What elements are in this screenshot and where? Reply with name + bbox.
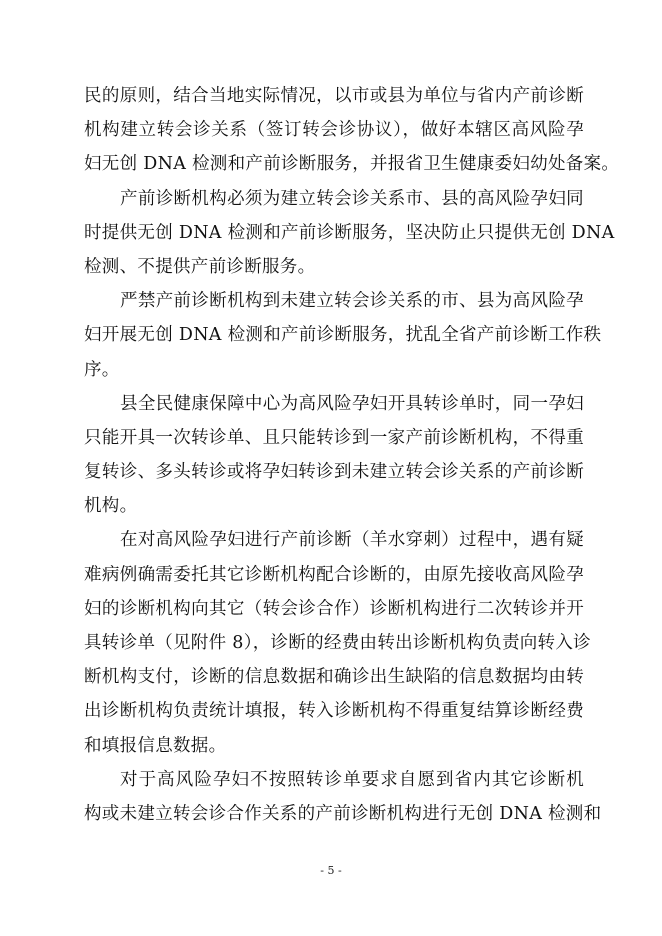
paragraph	[84, 79, 620, 182]
text-line: 断机构支付，诊断的信息数据和确诊出生缺陷的信息数据均由转	[84, 667, 584, 688]
text-line: 机构建立转会诊关系（签订转会诊协议），做好本辖区高风险孕	[84, 120, 584, 141]
document-body	[84, 79, 620, 831]
text-line: 构或未建立转会诊合作关系的产前诊断机构进行无创 DNA 检测和	[84, 803, 602, 824]
text-line: 难病例确需委托其它诊断机构配合诊断的，由原先接收高风险孕	[84, 564, 584, 585]
paragraph	[84, 182, 615, 285]
text-line: 和填报信息数据。	[84, 735, 227, 756]
text-line: 严禁产前诊断机构到未建立转会诊关系的市、县为高风险孕	[120, 291, 584, 312]
text-line: 妇开展无创 DNA 检测和产前诊断服务，扰乱全省产前诊断工作秩	[84, 325, 602, 346]
text-line: 县全民健康保障中心为高风险孕妇开具转诊单时，同一孕妇	[120, 393, 584, 414]
text-line: 序。	[84, 359, 120, 380]
paragraph	[84, 284, 602, 387]
paragraph	[84, 387, 584, 524]
text-line: 具转诊单（见附件 8），诊断的经费由转出诊断机构负责向转入诊	[84, 633, 591, 653]
text-line: 在对高风险孕妇进行产前诊断（羊水穿刺）过程中，遇有疑	[120, 530, 584, 551]
paragraph	[84, 763, 602, 831]
text-line: 机构。	[84, 496, 138, 517]
text-line: 妇无创 DNA 检测和产前诊断服务，并报省卫生健康委妇幼处备案。	[84, 154, 620, 175]
text-line: 对于高风险孕妇不按照转诊单要求自愿到省内其它诊断机	[120, 769, 584, 790]
text-line: 检测、不提供产前诊断服务。	[84, 256, 316, 277]
text-line: 产前诊断机构必须为建立转会诊关系市、县的高风险孕妇同	[120, 188, 584, 209]
text-line: 妇的诊断机构向其它（转会诊合作）诊断机构进行二次转诊并开	[84, 598, 584, 619]
text-line: 只能开具一次转诊单、且只能转诊到一家产前诊断机构，不得重	[84, 427, 584, 448]
text-line: 民的原则，结合当地实际情况，以市或县为单位与省内产前诊断	[84, 86, 584, 106]
paragraph	[84, 523, 591, 762]
text-line: 时提供无创 DNA 检测和产前诊断服务，坚决防止只提供无创 DNA	[84, 222, 615, 243]
page-number: - 5 -	[320, 864, 342, 877]
text-line: 出诊断机构负责统计填报，转入诊断机构不得重复结算诊断经费	[84, 701, 584, 722]
text-line: 复转诊、多头转诊或将孕妇转诊到未建立转会诊关系的产前诊断	[84, 462, 584, 483]
